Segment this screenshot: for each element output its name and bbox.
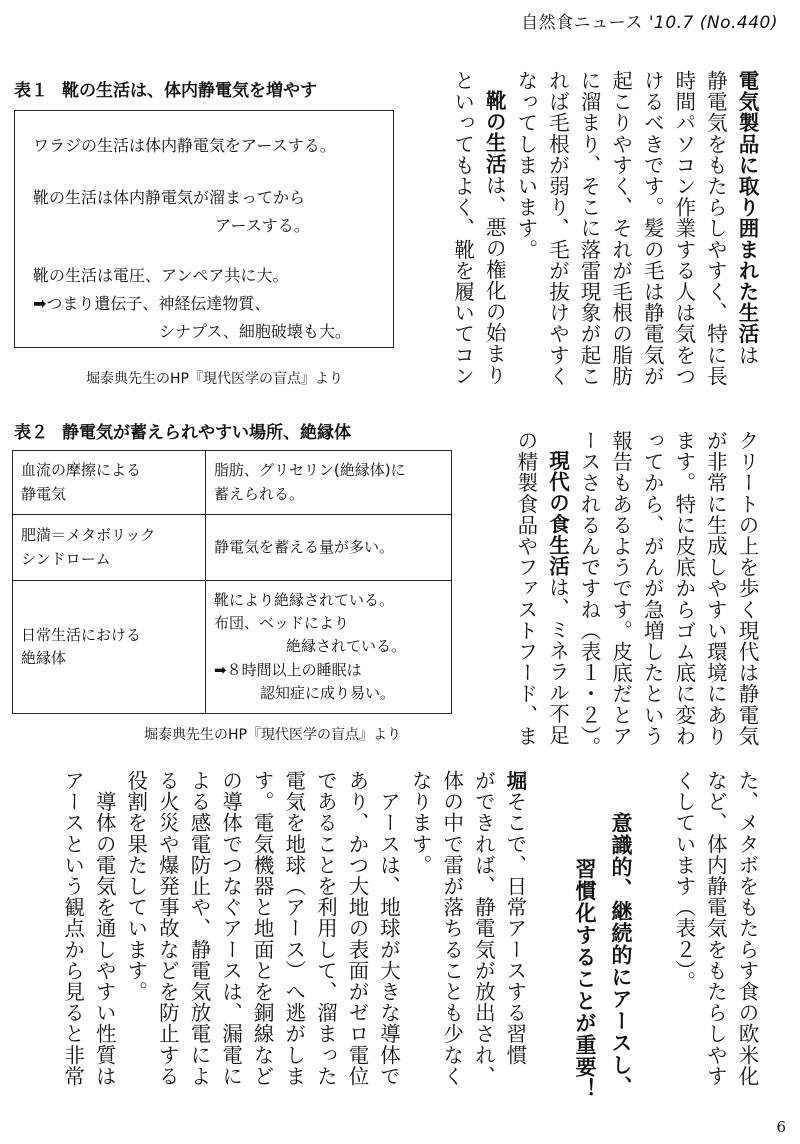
- text-line: [498, 770, 530, 1087]
- table1-line: ワラジの生活は体内静電気をアースする。: [33, 136, 336, 155]
- text-line: の精製食品やファストフード、ま: [513, 430, 538, 747]
- text-line: [541, 430, 573, 757]
- text-line: アースは、地球が大きな導体で: [376, 770, 401, 1087]
- text-line: 時間パソコン作業する人は気をつ: [671, 70, 696, 387]
- table2-title: 静電気が蓄えられやすい場所、絶縁体: [62, 423, 351, 443]
- cell-line: 絶縁されている。: [286, 637, 407, 656]
- text-line: 静電気をもたらしやすく、特に長: [703, 70, 728, 387]
- bold-lead: 現代の食生活: [545, 450, 570, 577]
- table-cell: [13, 451, 206, 515]
- magazine-title: 自然食ニュース: [521, 13, 643, 33]
- cell-line: 布団、ベッドにより: [214, 614, 350, 633]
- text-line: た、メタボをもたらす食の欧米化: [735, 770, 759, 1087]
- cell-line: 日常生活における: [21, 625, 142, 644]
- text-line: なってしまいます。: [513, 70, 538, 260]
- table1-label: 表１: [14, 81, 48, 101]
- text-fragment: は、ミネラル不足: [545, 576, 570, 746]
- section-heading-line1: 意識的、継続的にアースし、: [609, 812, 633, 1098]
- text-line: ます。特に皮底からゴム底に変わ: [671, 430, 696, 747]
- cell-line: 血流の摩擦による: [21, 461, 142, 480]
- cell-line: シンドローム: [21, 549, 111, 568]
- table-row: [13, 451, 452, 515]
- issue-number: '10.7 (No.440): [648, 13, 778, 33]
- body-text-block-2: [509, 430, 762, 757]
- table2-source: 堀泰典先生のHP『現代医学の盲点』より: [144, 727, 401, 743]
- table-cell: [13, 581, 206, 714]
- table1-source: 堀泰典先生のHP『現代医学の盲点』より: [86, 371, 343, 387]
- text-line: クリートの上を歩く現代は静電気: [735, 430, 759, 747]
- text-line: の導体でつなぐアースは、漏電に: [218, 770, 243, 1087]
- text-line: けるべきです。髪の毛は静電気が: [640, 70, 665, 387]
- cell-line: 静電気を蓄える量が多い。: [214, 537, 395, 556]
- text-line: 体の中で雷が落ちることも少なく: [439, 770, 464, 1087]
- cell-line: 認知症に成り易い。: [260, 683, 396, 702]
- bold-lead: 靴の生活: [482, 90, 507, 175]
- table-cell: [206, 515, 452, 581]
- table1-line: シナプス、細胞破壊も大。: [159, 322, 351, 341]
- text-line: ってから、がんが急増したという: [640, 430, 665, 747]
- text-line: す。電気機器と地面とを銅線など: [250, 770, 275, 1087]
- text-line: [730, 70, 762, 387]
- text-line: ースされるんですね（表１・２）。: [577, 430, 602, 758]
- text-line: る火災や爆発事故などを防止する: [155, 770, 180, 1087]
- text-line: ができれば、静電気が放出され、: [471, 770, 496, 1087]
- text-line: [478, 70, 510, 387]
- body-text-block-1: [446, 70, 762, 387]
- text-line: アースという観点から見ると非常: [60, 770, 85, 1087]
- bold-lead: 電気製品に取り囲まれた生活: [735, 70, 759, 345]
- page-header: [521, 8, 778, 33]
- bold-lead: 堀: [502, 770, 527, 792]
- text-line: 役割を果たしています。: [123, 770, 148, 1003]
- table2-label: 表２: [14, 423, 48, 443]
- body-text-block-3b: [56, 770, 530, 1087]
- text-line: あり、かつ大地の表面がゼロ電位: [344, 770, 369, 1087]
- text-line: 導体の電気を通しやすい性質は: [92, 770, 117, 1087]
- text-line: くしています（表２）。: [671, 770, 696, 992]
- table2-caption: [14, 418, 351, 443]
- cell-line: 肥満＝メタボリック: [21, 526, 156, 545]
- table-cell: [206, 451, 452, 515]
- text-line: 起こりやすく、それが毛根の脂肪: [608, 70, 633, 387]
- section-heading-line2: 習慣化することが重要！: [573, 858, 597, 1100]
- cell-line: ➡８時間以上の睡眠は: [214, 660, 362, 679]
- cell-line: 絶縁体: [21, 649, 67, 667]
- text-fragment: そこで、日常アースする習慣: [502, 791, 527, 1066]
- table1-caption: [14, 76, 317, 101]
- table1-line: 靴の生活は電圧、アンペア共に大。: [33, 266, 289, 285]
- body-text-block-3a: [667, 770, 762, 1087]
- table2: [12, 450, 452, 714]
- table-row: [13, 581, 452, 714]
- cell-line: 蓄えられる。: [214, 484, 305, 503]
- table1-box: [14, 110, 394, 348]
- table-cell: [206, 581, 452, 714]
- cell-line: 静電気: [21, 484, 67, 503]
- cell-line: 靴により絶縁されている。: [214, 590, 395, 609]
- text-line: 電気を地球（アース）へ逃がしま: [281, 770, 306, 1087]
- cell-line: 脂肪、グリセリン(絶縁体)に: [214, 461, 406, 480]
- table-cell: [13, 515, 206, 581]
- text-line: であることを利用して、溜まった: [313, 770, 338, 1087]
- text-line: れば毛根が弱り、毛が抜けやすく: [545, 70, 570, 387]
- table1-title: 靴の生活は、体内静電気を増やす: [62, 81, 317, 101]
- table1-line: アースする。: [215, 216, 310, 235]
- text-line: が非常に生成しやすい環境にあり: [703, 430, 728, 747]
- text-line: に溜まり、そこに落雷現象が起こ: [577, 70, 602, 387]
- text-line: といってもよく、靴を履いてコン: [450, 70, 475, 387]
- text-fragment: は、悪の権化の始まり: [482, 174, 507, 386]
- table-row: [13, 515, 452, 581]
- text-line: 報告もあるようです。皮底だとア: [608, 430, 633, 747]
- text-line: など、体内静電気をもたらしやす: [703, 770, 728, 1087]
- text-fragment: は: [735, 344, 759, 366]
- table1-line: 靴の生活は体内静電気が溜まってから: [33, 188, 306, 207]
- text-line: なります。: [408, 770, 433, 876]
- page-number: 6: [776, 1118, 786, 1136]
- table1-line: ➡つまり遺伝子、神経伝達物質、: [33, 294, 271, 313]
- text-line: よる感電防止や、静電気放電によ: [186, 770, 211, 1087]
